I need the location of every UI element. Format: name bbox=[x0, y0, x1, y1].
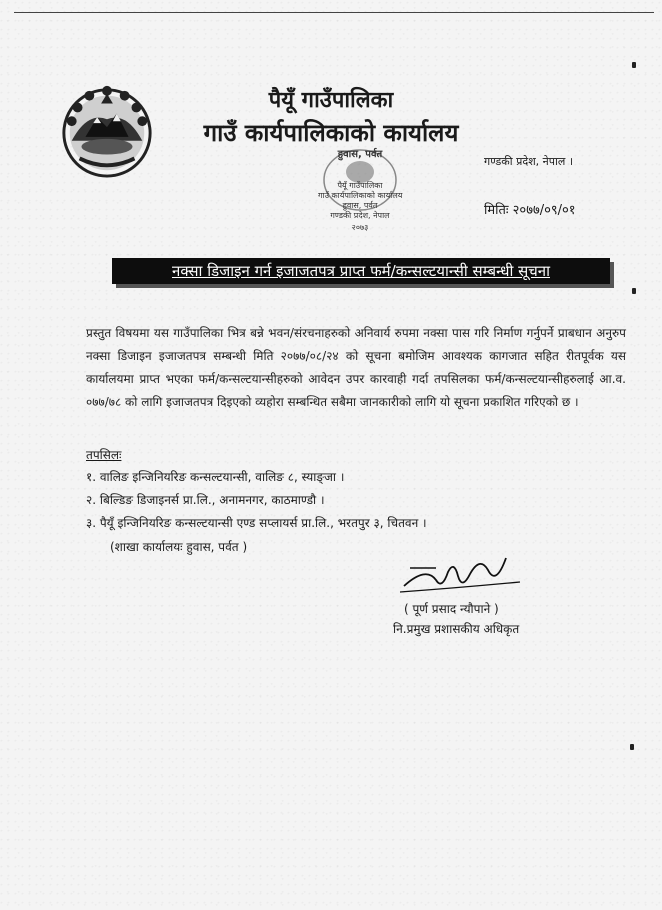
list-item: २. बिल्डिङ डिजाइनर्स प्रा.लि., अनामनगर, काठमाण्डौ । bbox=[86, 493, 325, 507]
stamp-text-line: २०७३ bbox=[351, 223, 369, 232]
stamp-text-line: गण्डकी प्रदेश, नेपाल bbox=[330, 211, 390, 220]
branch-office-note: (शाखा कार्यालयः हुवास, पर्वत ) bbox=[110, 540, 248, 554]
notice-body: प्रस्तुत विषयमा यस गाउँपालिका भित्र बन्ने भवन/संरचनाहरुको अनिवार्य रुपमा नक्सा पास गरि निर्माण गर्नुपर्ने प्राबधान अनुरुप नक्सा डिजाइन इजाजतपत्र सम्बन्धी मिति २०७७/०८/२४ को सूचना बमोजिम आवश्यक कागजात सहित रीतपूर्वक यस कार्यालयमा प्राप्त भएका फर्म/कन्सल्टयान्सीहरुको आवेदन उपर कारवाही गर्दा तपसिलका फर्म/कन्सल्टयान्सीहरुलाई आ.व. ०७७/७८ को लागि इजाजतपत्र दिइएको व्यहोरा सम्बन्धित सबैमा जानकारीको लागि यो सूचना प्रकाशित गरिएको छ । bbox=[86, 326, 626, 409]
list-item: १. वालिङ इन्जिनियरिङ कन्सल्टयान्सी, वालिङ ८, स्याङ्जा । bbox=[86, 470, 345, 484]
signatory-title: नि.प्रमुख प्रशासकीय अधिकृत bbox=[393, 622, 520, 636]
firm-list bbox=[86, 466, 427, 535]
stamp-text-line: हुवास, पर्वत bbox=[342, 201, 378, 210]
office-stamp bbox=[318, 142, 402, 242]
notice-title-text: नक्सा डिजाइन गर्न इजाजतपत्र प्राप्त फर्म/कन्सल्टयान्सी सम्बन्धी सूचना bbox=[172, 262, 550, 280]
stamp-text-line: पैयूँ गाउँपालिका bbox=[337, 181, 383, 190]
letter-date: मितिः २०७७/०९/०१ bbox=[484, 203, 576, 218]
top-rule bbox=[14, 12, 654, 13]
office-name: गाउँ कार्यपालिकाको कार्यालय bbox=[203, 119, 459, 147]
details-heading: तपसिलः bbox=[86, 448, 122, 462]
notice-title bbox=[112, 258, 610, 284]
stamp-text-line: गाउँ कार्यपालिकाको कार्यालय bbox=[318, 191, 403, 200]
signature-icon bbox=[396, 546, 526, 598]
organization-name: पैयूँ गाउँपालिका bbox=[268, 88, 394, 113]
signatory-name: ( पूर्ण प्रसाद न्यौपाने ) bbox=[404, 602, 499, 616]
stamp-text-line: हुवास, पर्वत bbox=[337, 149, 383, 160]
scan-speck bbox=[632, 62, 636, 68]
list-item: ३. पैयूँ इन्जिनियरिङ कन्सल्टयान्सी एण्ड सप्लायर्स प्रा.लि., भरतपुर ३, चितवन । bbox=[86, 516, 427, 530]
scan-speck bbox=[632, 288, 636, 294]
province-address: गण्डकी प्रदेश, नेपाल । bbox=[484, 155, 573, 168]
scan-speck bbox=[630, 744, 634, 750]
